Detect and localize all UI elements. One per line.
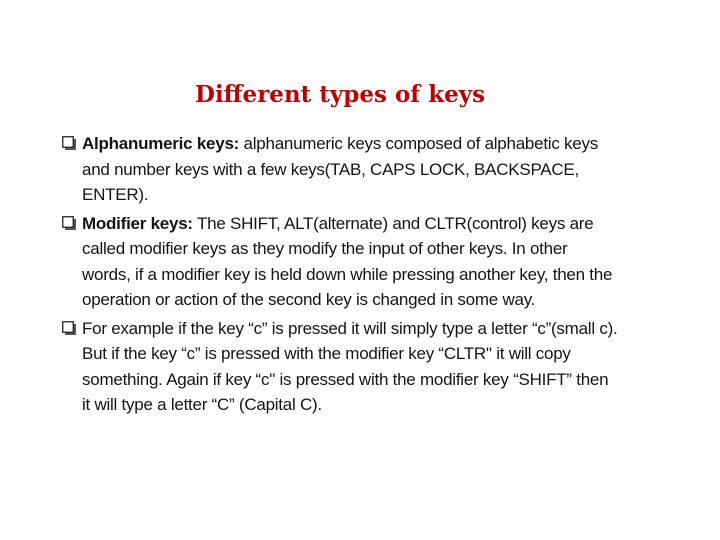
- bullet-separator: :: [233, 134, 240, 153]
- bullet-modifier-keys: [60, 211, 620, 313]
- checkbox-bullet-icon: [62, 136, 76, 150]
- checkbox-bullet-icon: [62, 216, 76, 230]
- checkbox-bullet-icon: [62, 321, 76, 335]
- bullet-example: [60, 316, 620, 418]
- bullet-term: Modifier keys: [82, 213, 188, 233]
- bullet-separator: :: [187, 213, 193, 233]
- bullet-alphanumeric-keys: [60, 131, 620, 208]
- bullet-text: The SHIFT, ALT(alternate) and CLTR(control) keys are called modifier keys as they modify the input of other keys. In other words, if a modifier key is held down while pressing another key, then the operation or action of the second key is changed in some way.: [82, 213, 613, 309]
- slide-title: Different types of keys: [195, 81, 486, 108]
- bullet-text: For example if the key “c” is pressed it will simply type a letter “c”(small c). But if the key “c” is pressed with the modifier key “CLTR" it will copy something. Again if key “c" is pressed with the modifier key “SHIFT” then it will type a letter “C” (Capital C).: [82, 318, 618, 414]
- bullet-term: Alphanumeric keys: [82, 134, 234, 153]
- bullet-list: [60, 131, 620, 421]
- bullet-text: alphanumeric keys composed of alphabetic keys and number keys with a few keys(TAB, CAPS LOCK, BACKSPACE, ENTER).: [82, 134, 599, 204]
